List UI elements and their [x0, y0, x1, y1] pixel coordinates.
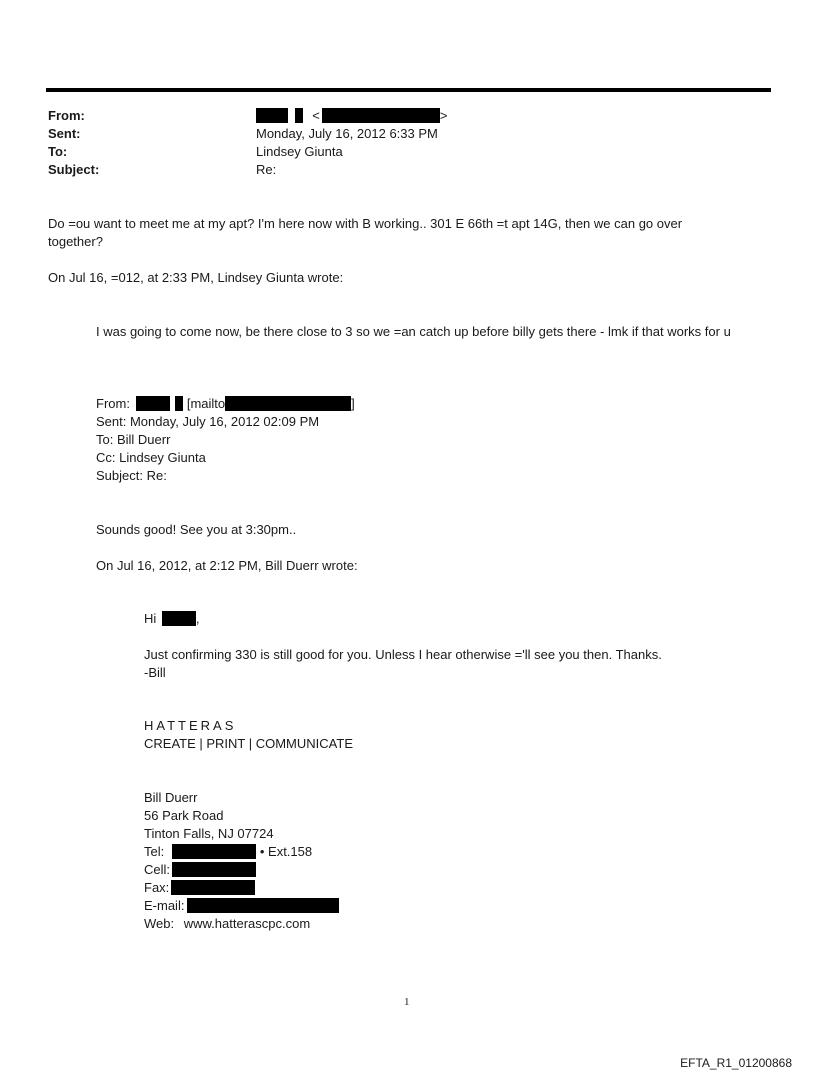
subject-label: Subject: [48, 162, 100, 177]
redaction [225, 396, 351, 411]
quoted-from-label: From: [96, 396, 130, 411]
tel-row [144, 843, 312, 861]
redaction [172, 844, 256, 859]
email-label: E-mail: [144, 898, 185, 913]
page-number: 1 [404, 996, 410, 1008]
quote-intro: On Jul 16, =012, at 2:33 PM, Lindsey Giunta wrote: [48, 270, 344, 285]
quoted-subject: Subject: Re: [96, 468, 167, 483]
redaction [322, 108, 440, 123]
mailto-open: [mailto [186, 396, 226, 411]
redaction [171, 880, 255, 895]
company-tagline: CREATE | PRINT | COMMUNICATE [144, 736, 353, 751]
quote-intro-2: On Jul 16, 2012, at 2:12 PM, Bill Duerr wrote: [96, 558, 358, 573]
document-id: EFTA_R1_01200868 [680, 1056, 792, 1070]
sent-value: Monday, July 16, 2012 6:33 PM [256, 126, 438, 141]
quoted-from [96, 395, 355, 413]
from-lt: < [312, 108, 320, 123]
from-gt: > [439, 108, 448, 123]
fax-label: Fax: [144, 880, 170, 895]
tel-ext: • Ext.158 [259, 844, 313, 859]
redaction [256, 108, 288, 123]
redaction [162, 611, 196, 626]
quoted-cc: Cc: Lindsey Giunta [96, 450, 206, 465]
body-line-1: Do =ou want to meet me at my apt? I'm here now with B working.. 301 E 66th =t apt 14G, then we can go over [48, 216, 683, 231]
contact-name: Bill Duerr [144, 790, 198, 805]
to-label: To: [48, 144, 68, 159]
quoted-message: I was going to come now, be there close to 3 so we =an catch up before billy gets there - lmk if that works for u [96, 324, 731, 339]
from-label: From: [48, 108, 85, 123]
greeting-word: Hi [144, 611, 157, 626]
to-value: Lindsey Giunta [256, 144, 343, 159]
sent-label: Sent: [48, 126, 81, 141]
company-name: HATTERAS [144, 718, 237, 733]
quoted-reply: Sounds good! See you at 3:30pm.. [96, 522, 297, 537]
greeting [144, 610, 200, 628]
subject-value: Re: [256, 162, 277, 177]
web-link[interactable]: www.hatterascpc.com [183, 916, 311, 931]
email-row [144, 897, 339, 915]
address-line-2: Tinton Falls, NJ 07724 [144, 826, 274, 841]
web-label: Web: [144, 916, 175, 931]
redaction [175, 396, 183, 411]
redaction [295, 108, 303, 123]
address-line-1: 56 Park Road [144, 808, 224, 823]
header-rule [46, 88, 771, 92]
quoted-sent: Sent: Monday, July 16, 2012 02:09 PM [96, 414, 320, 429]
web-row [144, 915, 310, 933]
body-line-2: together? [48, 234, 103, 249]
quoted-to: To: Bill Duerr [96, 432, 171, 447]
from-value [256, 107, 447, 125]
fax-row [144, 879, 255, 897]
redaction [187, 898, 339, 913]
mailto-close: ] [351, 396, 355, 411]
redaction [136, 396, 170, 411]
redaction [172, 862, 256, 877]
greeting-comma: , [195, 611, 200, 626]
tel-label: Tel: [144, 844, 165, 859]
cell-row [144, 861, 256, 879]
cell-label: Cell: [144, 862, 171, 877]
confirm-message: Just confirming 330 is still good for you. Unless I hear otherwise ='ll see you then. Thanks. [144, 647, 662, 662]
signature: -Bill [144, 665, 166, 680]
